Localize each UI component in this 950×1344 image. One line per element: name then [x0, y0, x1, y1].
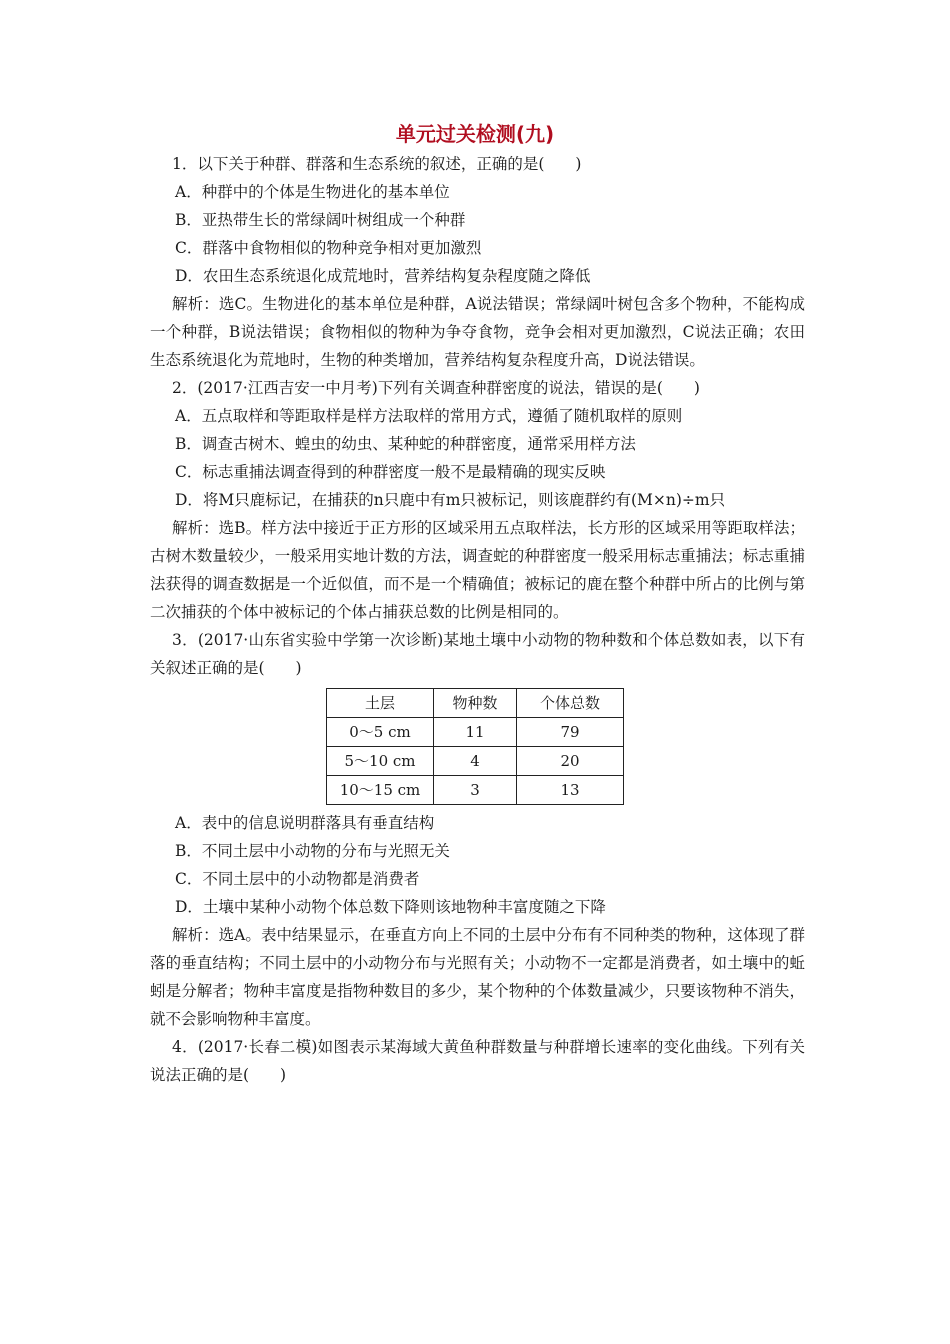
table-row	[327, 718, 624, 747]
question-2	[150, 374, 805, 626]
table-header: 土层	[327, 689, 434, 718]
option-b: B．调查古树木、蝗虫的幼虫、某种蛇的种群密度，通常采用样方法	[175, 435, 636, 453]
question-list	[150, 150, 805, 1089]
question-1	[150, 150, 805, 374]
table-cell: 10～15 cm	[327, 776, 434, 805]
option-b: B．不同土层中小动物的分布与光照无关	[175, 842, 450, 860]
option-c: C．标志重捕法调查得到的种群密度一般不是最精确的现实反映	[175, 463, 606, 481]
option-c: C．不同土层中的小动物都是消费者	[175, 870, 420, 888]
table-cell: 4	[434, 747, 517, 776]
option-c: C．群落中食物相似的物种竞争相对更加激烈	[175, 239, 482, 257]
table-cell: 0～5 cm	[327, 718, 434, 747]
table-row	[327, 747, 624, 776]
question-stem: 4．(2017·长春二模)如图表示某海域大黄鱼种群数量与种群增长速率的变化曲线。下列有关说法正确的是( )	[150, 1038, 805, 1084]
soil-animal-table	[326, 688, 624, 805]
analysis: 解析：选B。样方法中接近于正方形的区域采用五点取样法，长方形的区域采用等距取样法；古树木数量较少，一般采用实地计数的方法，调查蛇的种群密度一般采用标志重捕法；标志重捕法获得的调查数据是一个近似值，而不是一个精确值；被标记的鹿在整个种群中所占的比例与第二次捕获的个体中被标记的个体占捕获总数的比例是相同的。	[150, 519, 805, 621]
option-a: A．种群中的个体是生物进化的基本单位	[175, 183, 450, 201]
question-stem: 3．(2017·山东省实验中学第一次诊断)某地土壤中小动物的物种数和个体总数如表，以下有关叙述正确的是( )	[150, 631, 805, 677]
option-a: A．五点取样和等距取样是样方法取样的常用方式，遵循了随机取样的原则	[175, 407, 683, 425]
table-cell: 20	[517, 747, 624, 776]
table-header: 物种数	[434, 689, 517, 718]
table-cell: 5～10 cm	[327, 747, 434, 776]
question-stem: 1．以下关于种群、群落和生态系统的叙述，正确的是( )	[172, 155, 582, 173]
option-d: D．土壤中某种小动物个体总数下降则该地物种丰富度随之下降	[175, 898, 606, 916]
option-d: D．农田生态系统退化成荒地时，营养结构复杂程度随之降低	[175, 267, 591, 285]
analysis: 解析：选C。生物进化的基本单位是种群，A说法错误；常绿阔叶树包含多个物种，不能构成一个种群，B说法错误；食物相似的物种为争夺食物，竞争会相对更加激烈，C说法正确；农田生态系统退化为荒地时，生物的种类增加，营养结构复杂程度升高，D说法错误。	[150, 295, 805, 369]
option-d: D．将M只鹿标记，在捕获的n只鹿中有m只被标记，则该鹿群约有(M×n)÷m只	[175, 491, 726, 509]
table-row	[327, 776, 624, 805]
table-cell: 13	[517, 776, 624, 805]
question-stem: 2．(2017·江西吉安一中月考)下列有关调查种群密度的说法，错误的是( )	[172, 379, 700, 397]
question-4	[150, 1033, 805, 1089]
option-a: A．表中的信息说明群落具有垂直结构	[175, 814, 435, 832]
question-3	[150, 626, 805, 1033]
table-cell: 11	[434, 718, 517, 747]
table-cell: 79	[517, 718, 624, 747]
option-b: B．亚热带生长的常绿阔叶树组成一个种群	[175, 211, 466, 229]
analysis: 解析：选A。表中结果显示，在垂直方向上不同的土层中分布有不同种类的物种，这体现了群落的垂直结构；不同土层中的小动物分布与光照有关；小动物不一定都是消费者，如土壤中的蚯蚓是分解者；物种丰富度是指物种数目的多少，某个物种的个体数量减少，只要该物种不消失，就不会影响物种丰富度。	[150, 926, 805, 1028]
table-cell: 3	[434, 776, 517, 805]
page-title: 单元过关检测(九)	[395, 122, 555, 146]
table-header-row	[327, 689, 624, 718]
table-header: 个体总数	[517, 689, 624, 718]
